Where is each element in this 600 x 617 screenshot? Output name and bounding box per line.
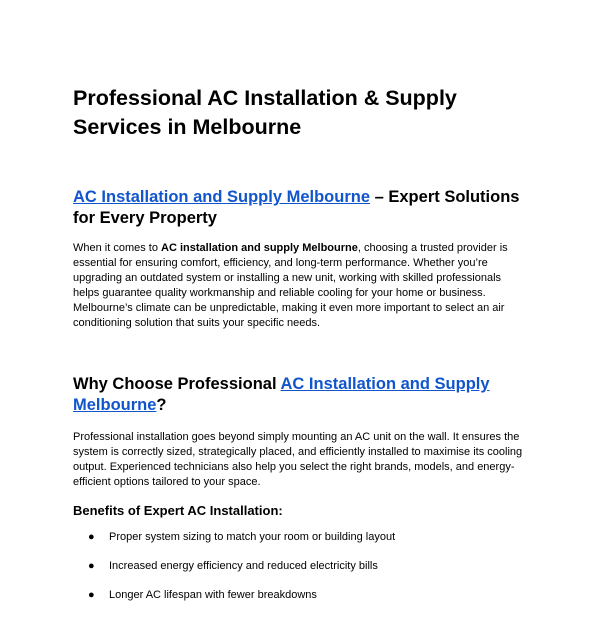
list-item — [73, 559, 528, 588]
intro-rest: , choosing a trusted provider is essential for ensuring comfort, efficiency, and long-term performance. Whether you’re upgrading an outdated system or installing a new unit, working with skilled professionals helps guarantee quality workmanship and reliable cooling for your home or business. Melbourne’s climate can be unpredictable, making it even more important to select an air conditioning solution that suits your specific needs. — [73, 242, 508, 329]
list-item — [73, 588, 528, 617]
benefit-text: Proper system sizing to match your room or building layout — [109, 531, 396, 543]
why-choose-lead: Why Choose Professional — [73, 375, 281, 393]
benefit-text: Longer AC lifespan with fewer breakdowns — [109, 589, 317, 601]
benefit-text: Increased energy efficiency and reduced electricity bills — [109, 560, 378, 572]
why-choose-end: ? — [156, 396, 167, 414]
intro-bold-keyword: AC installation and supply Melbourne — [161, 242, 358, 254]
ac-installation-link-2[interactable]: AC Installation and Supply Melbourne — [73, 375, 490, 414]
page-title: Professional AC Installation & Supply Services in Melbourne — [73, 86, 457, 139]
list-item — [73, 530, 528, 559]
benefits-list — [73, 530, 528, 617]
benefits-heading: Benefits of Expert AC Installation: — [73, 503, 283, 518]
section-heading-rest: – Expert Solutions for Every Property — [73, 188, 520, 227]
section-heading-expert-solutions — [73, 187, 528, 229]
intro-lead: When it comes to — [73, 242, 162, 254]
ac-installation-link[interactable]: AC Installation and Supply Melbourne — [73, 188, 371, 206]
intro-paragraph — [73, 241, 528, 331]
bullet-icon: ● — [88, 589, 95, 601]
bullet-icon: ● — [88, 560, 95, 572]
bullet-icon: ● — [88, 531, 95, 543]
section-heading-why-choose — [73, 374, 528, 416]
why-choose-paragraph: Professional installation goes beyond simply mounting an AC unit on the wall. It ensures the system is correctly sized, strategically placed, and efficiently installed to maximise its cooling output. Experienced technicians also help you select the right brands, models, and energy-efficient options tailored to your space. — [73, 431, 523, 488]
